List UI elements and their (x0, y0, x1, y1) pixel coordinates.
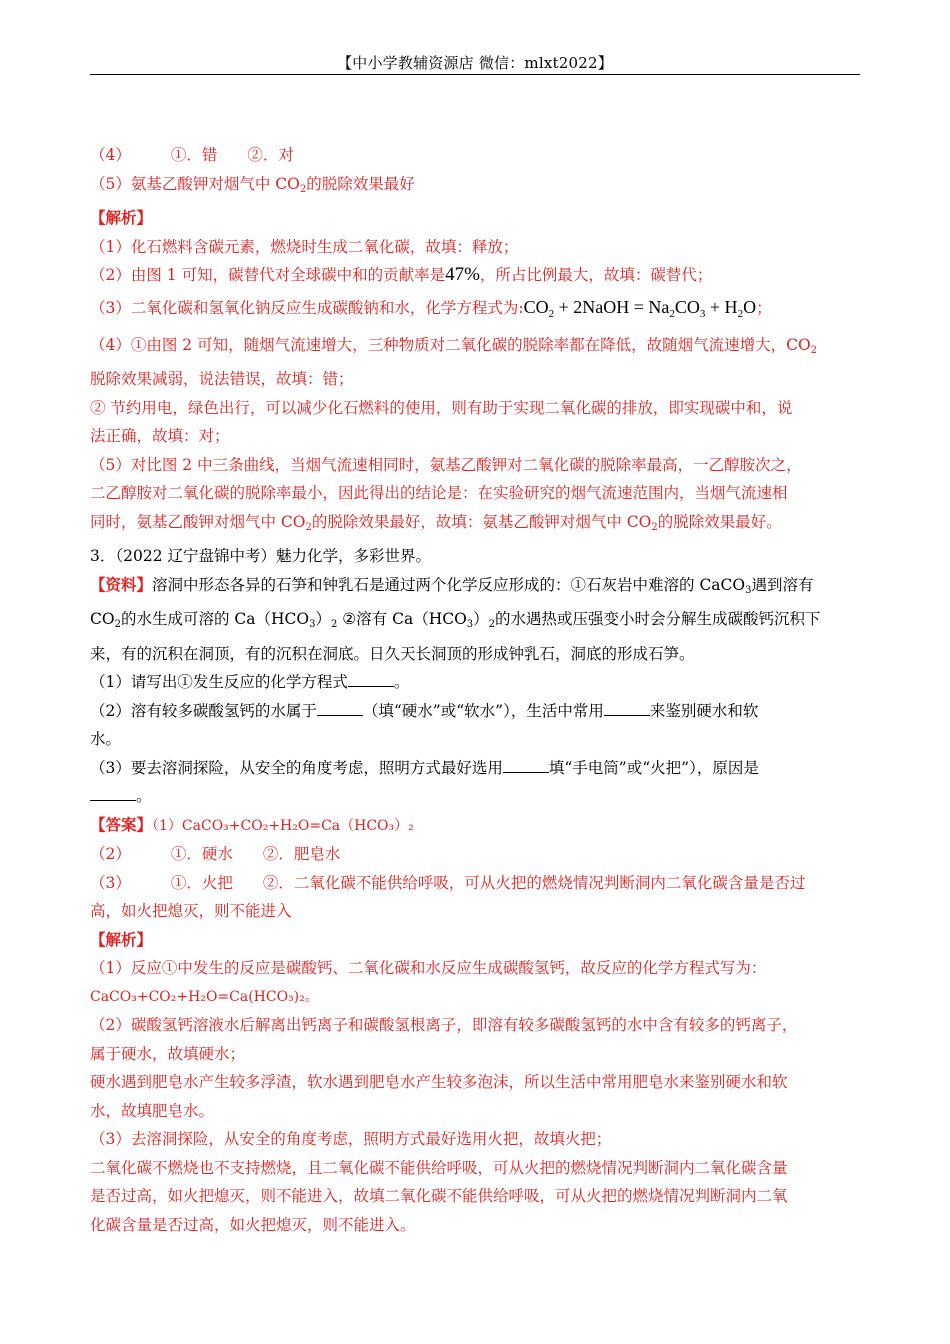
document-body (90, 141, 860, 1239)
naoh-equation: $CO_2$ + 2NaOH = $Na_2CO_3 + H_2O$ (523, 296, 757, 320)
q3-explain-3d: 化碳含量是否过高，如火把熄灭，则不能进入。 (90, 1215, 416, 1234)
q3-explain-3a: （3）去溶洞探险，从安全的角度考虑，照明方式最好选用火把，故填火把； (90, 1130, 612, 1148)
answer-2: （2） ①．硬水 ②．肥皂水 (90, 845, 341, 863)
ziliao-line-2: $CO_2$的水生成可溶的 $Ca(HCO_3)_2$ ②溶有 $Ca(HCO_3)_2$的水遇热或压强变小时会分解生成碳酸钙沉积下 (90, 610, 821, 630)
prev-explain-4c: ② 节约用电，绿色出行，可以减少化石燃料的使用，则有助于实现二氧化碳的排放，即实现碳中和，说 (90, 398, 793, 417)
prev-explain-3: （3）二氧化碳和氢氧化钠反应生成碳酸钠和水，化学方程式为$:CO_2$ + 2NaOH = $Na_2CO_3 + H_2O$； (90, 296, 772, 320)
prev-explain-5c: 同时，氨基乙酸钾对烟气中 $CO_2$的脱除效果最好，故填：氨基乙酸钾对烟气中 $CO_2$的脱除效果最好。 (90, 512, 782, 533)
q3-explain-1b: CaCO₃+CO₂+H₂O=Ca(HCO₃)₂。 (90, 988, 319, 1005)
page-header: 【中小学教辅资源店 微信：mlxt2022】 (337, 54, 613, 72)
question-3-3: （3）要去溶洞探险，从安全的角度考虑，照明方式最好选用 填“手电筒”或“火把”），原因是 (90, 758, 759, 777)
prev-answer-5: （5）氨基乙酸钾对烟气中 $CO_2$的脱除效果最好 (90, 174, 415, 195)
prev-explain-4a: （4）①由图 2 可知，随烟气流速增大，三种物质对二氧化碳的脱除率都在降低，故随烟气流速增大，$CO_2$ (90, 335, 818, 356)
prev-explain-4b: 脱除效果减弱，说法错误，故填：错； (90, 370, 354, 388)
question-3-1: （1）请写出①发生反应的化学方程式 。 (90, 673, 410, 691)
prev-jiexi-tag: 【解析】 (90, 208, 153, 227)
q3-explain-3c: 是否过高，如火把熄灭，则不能进入，故填二氧化碳不能供给呼吸，可从火把的燃烧情况判断洞内二氧 (90, 1187, 788, 1205)
answer-blank[interactable] (348, 672, 394, 687)
prev-explain-1: （1）化石燃料含碳元素，燃烧时生成二氧化碳，故填：释放； (90, 237, 519, 256)
ziliao-line-3: 来，有的沉积在洞顶，有的沉积在洞底。日久天长洞顶的形成钟乳石，洞底的形成石笋。 (90, 644, 695, 663)
question-3-title: 3．（2022 辽宁盘锦中考）魅力化学，多彩世界。 (90, 547, 431, 565)
q3-explain-2b: 属于硬水，故填硬水； (90, 1044, 246, 1063)
q3-explain-1: （1）反应①中发生的反应是碳酸钙、二氧化碳和水反应生成碳酸氢钙，故反应的化学方程式写为： (90, 959, 767, 977)
question-3-2: （2）溶有较多碳酸氢钙的水属于 （填“硬水”或“软水”），生活中常用 来鉴别硬水和软 (90, 701, 759, 720)
answer-blank[interactable] (503, 758, 549, 773)
header-rule (90, 74, 860, 75)
q3-jiexi-tag: 【解析】 (90, 929, 153, 949)
prev-explain-5b: 二乙醇胺对二氧化碳的脱除率最小，因此得出的结论是：在实验研究的烟气流速范围内，当烟气流速相 (90, 484, 788, 502)
question-3-2-cont: 水。 (90, 730, 122, 748)
q3-explain-2d: 水，故填肥皂水。 (90, 1101, 215, 1120)
answer-3: （3） ①．火把 ②．二氧化碳不能供给呼吸，可从火把的燃烧情况判断洞内二氧化碳含量是否过 (90, 873, 806, 892)
q3-explain-2a: （2）碳酸氢钙溶液水后解离出钙离子和碳酸氢根离子，即溶有较多碳酸氢钙的水中含有较多的钙离子， (90, 1016, 798, 1034)
answer-3-cont: 高，如火把熄灭，则不能进入 (90, 902, 292, 920)
question-3-3-cont: 。 (90, 782, 860, 811)
q3-explain-2c: 硬水遇到肥皂水产生较多浮渣，软水遇到肥皂水产生较多泡沫，所以生活中常用肥皂水来鉴别硬水和软 (90, 1073, 788, 1091)
answer-blank[interactable] (604, 701, 650, 716)
prev-answer-4: （4） ①．错 ②．对 (90, 146, 294, 164)
prev-explain-2: （2）由图 1 可知，碳替代对全球碳中和的贡献率是47%，所占比例最大，故填：碳替代； (90, 264, 713, 285)
answer-blank[interactable] (90, 786, 136, 801)
ziliao-line-1: 【资料】溶洞中形态各异的石笋和钟乳石是通过两个化学反应形成的：①石灰岩中难溶的 CaCO$_3$遇到溶有 (90, 574, 814, 596)
answer-1: 【答案】（1）CaCO₃+CO₂+H₂O=Ca（HCO₃）₂ (90, 814, 414, 834)
q3-explain-3b: 二氧化碳不燃烧也不支持燃烧，且二氧化碳不能供给呼吸，可从火把的燃烧情况判断洞内二氧化碳含量 (90, 1158, 788, 1177)
prev-explain-4d: 法正确，故填：对； (90, 427, 230, 445)
prev-explain-5a: （5）对比图 2 中三条曲线，当烟气流速相同时，氨基乙酸钾对二氧化碳的脱除率最高，一乙醇胺次之， (90, 455, 802, 474)
answer-blank[interactable] (317, 701, 363, 716)
